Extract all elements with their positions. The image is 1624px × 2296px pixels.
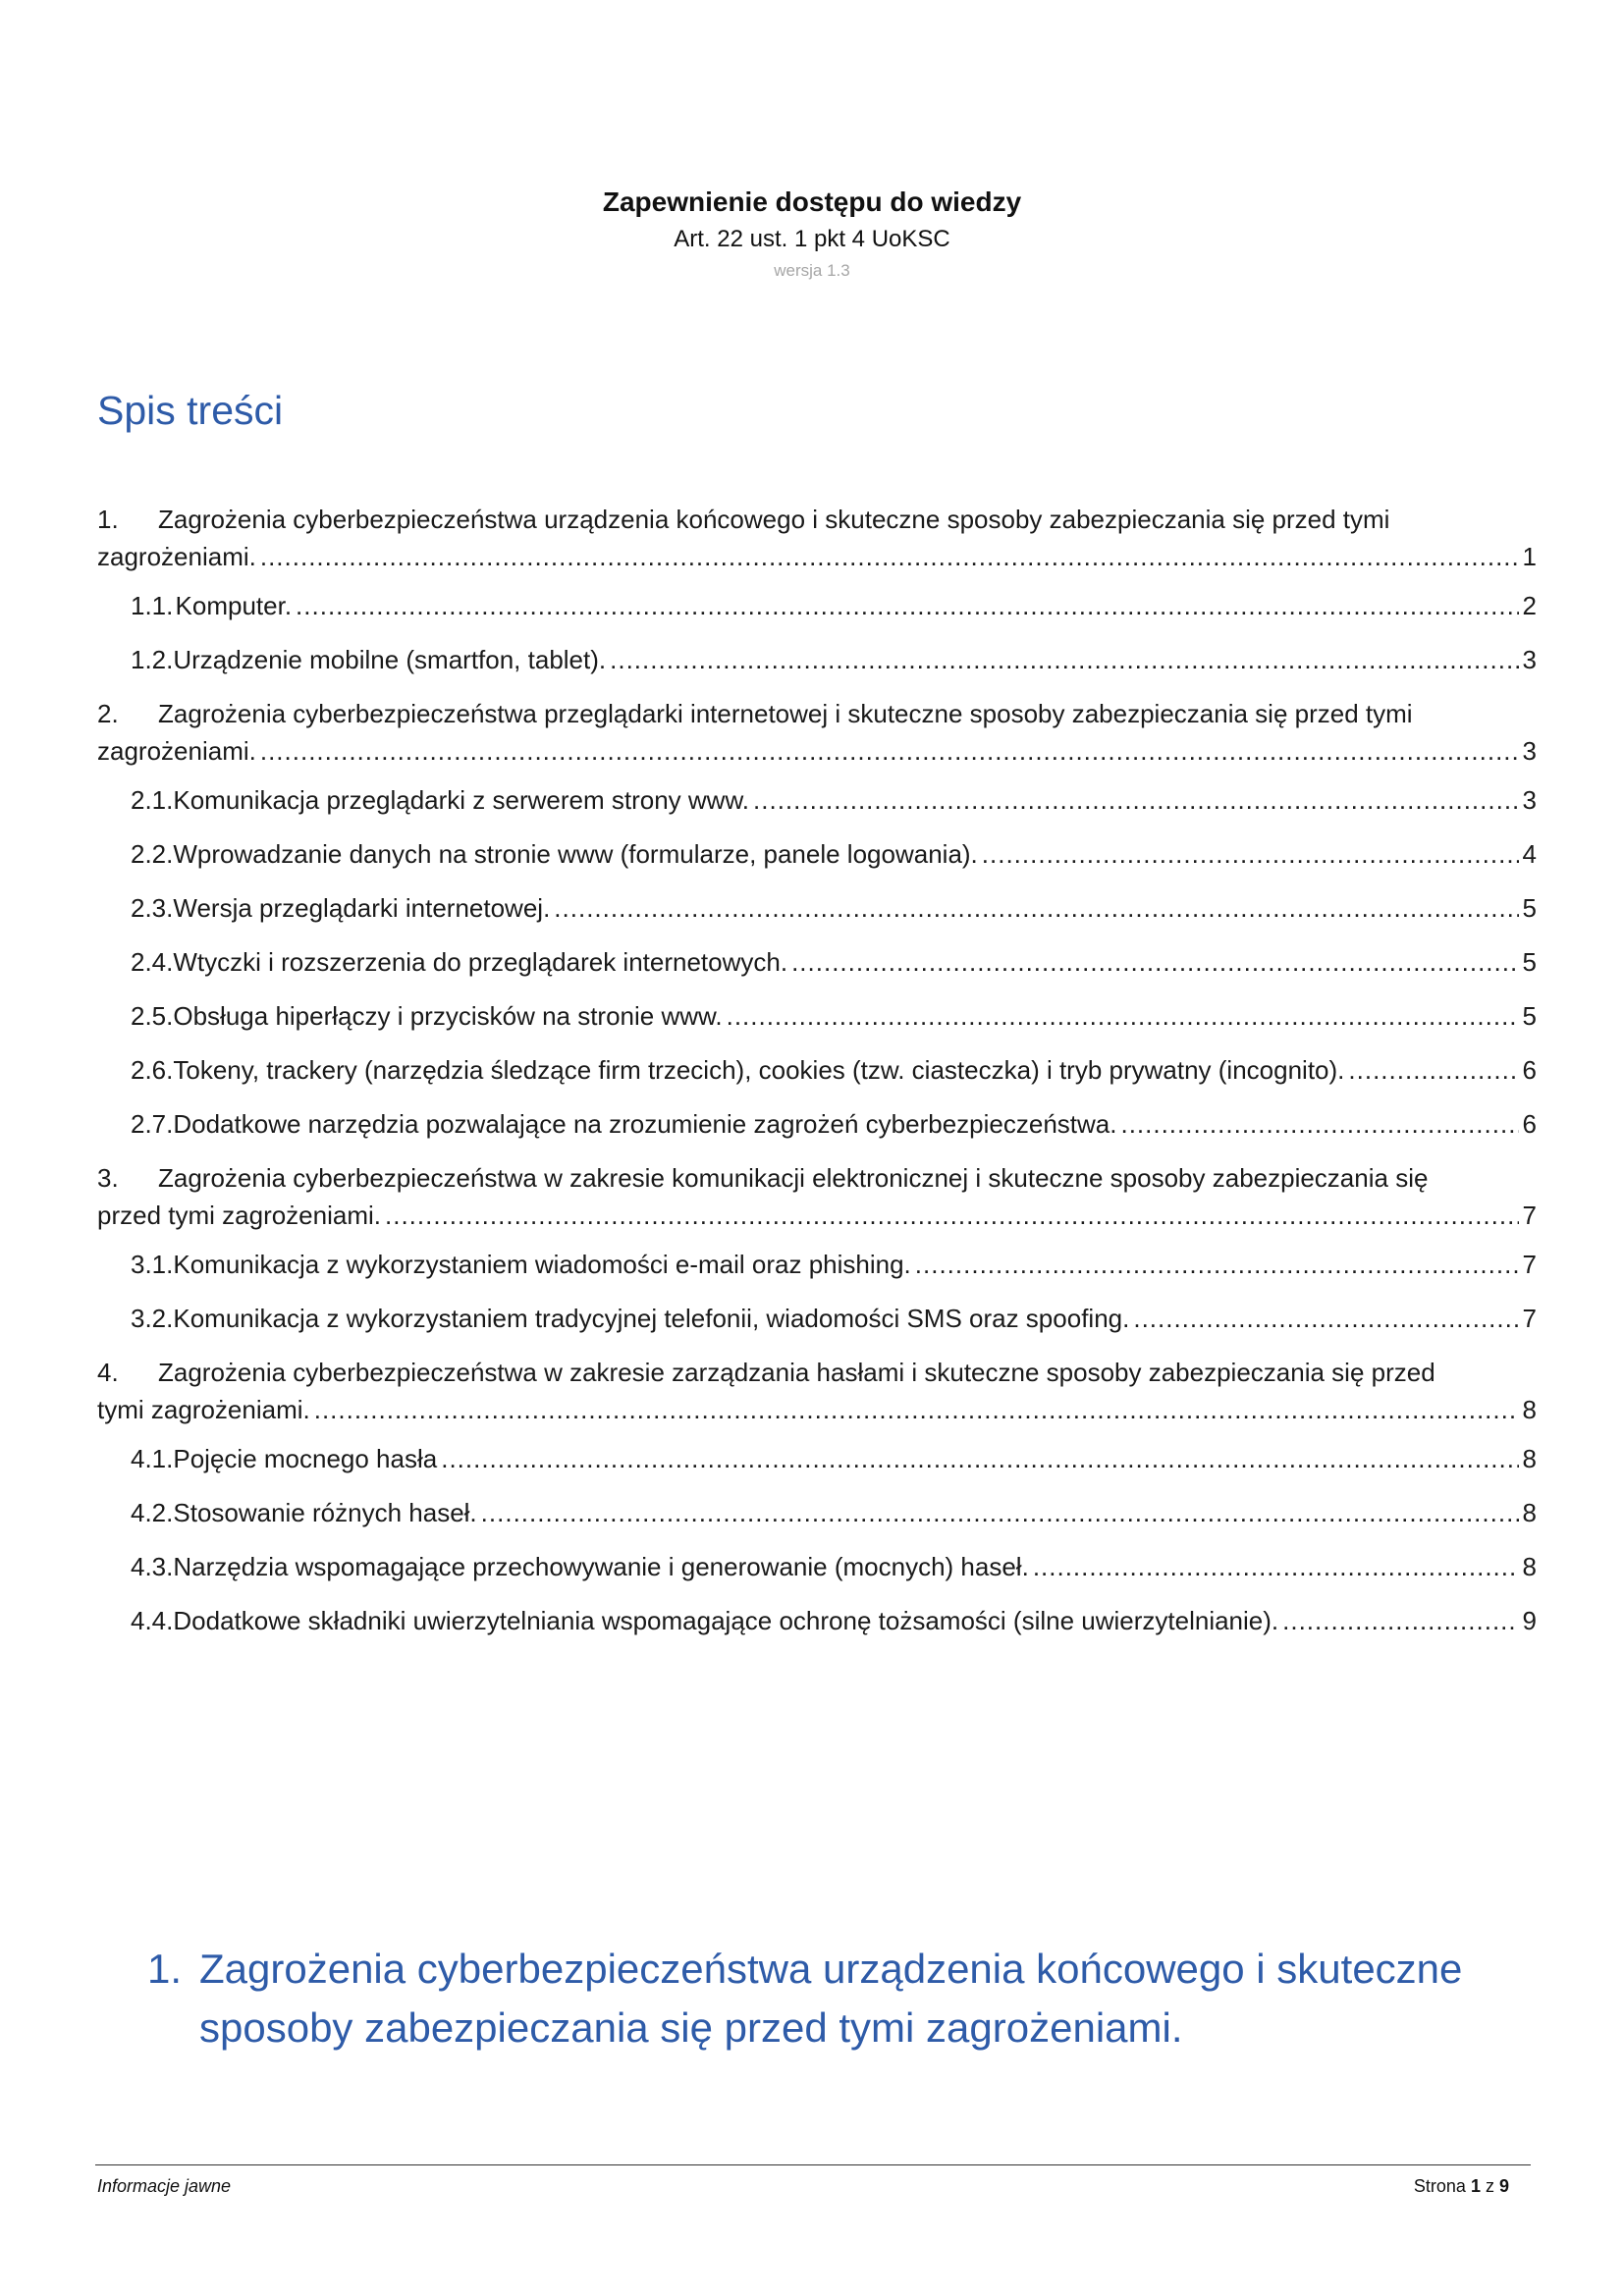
toc-entry-number: 4.1. xyxy=(131,1444,174,1473)
toc-entry-2-7[interactable] xyxy=(97,1105,1537,1143)
toc-leader-dots xyxy=(1348,1051,1518,1089)
toc-entry-number: 2.7. xyxy=(131,1109,174,1139)
toc-leader-dots xyxy=(554,889,1518,927)
toc-entry-4-2[interactable] xyxy=(97,1494,1537,1531)
toc-entry-page: 7 xyxy=(1522,1304,1537,1333)
toc-entry-title: Dodatkowe składniki uwierzytelniania wspomagające ochronę tożsamości (silne uwierzytelnianie). xyxy=(173,1606,1279,1635)
toc-entry-number: 1.2. xyxy=(131,645,174,674)
toc-entry-4-1[interactable] xyxy=(97,1440,1537,1477)
toc-leader-dots xyxy=(385,1197,1519,1234)
toc-entry-2-5[interactable] xyxy=(97,997,1537,1035)
toc-entry-number: 1. xyxy=(97,505,119,534)
page-label: Strona xyxy=(1413,2176,1466,2196)
toc-entry-title-line1: Zagrożenia cyberbezpieczeństwa w zakresie komunikacji elektronicznej i skuteczne sposoby zabezpieczania się xyxy=(158,1163,1429,1193)
page-current: 1 xyxy=(1470,2176,1481,2196)
toc-entry-page: 5 xyxy=(1522,1001,1537,1031)
toc-entry-title: Obsługa hiperłączy i przycisków na stronie www. xyxy=(173,1001,723,1031)
section-title: Zagrożenia cyberbezpieczeństwa urządzenia końcowego i skuteczne sposoby zabezpieczania się przed tymi zagrożeniami. xyxy=(199,1946,1463,2051)
page-total: 9 xyxy=(1498,2176,1509,2196)
toc-entry-2-3[interactable] xyxy=(97,889,1537,927)
toc-entry-page: 7 xyxy=(1522,1201,1537,1230)
toc-leader-dots xyxy=(610,641,1518,678)
toc-leader-dots xyxy=(1033,1548,1519,1585)
toc-entry-page: 3 xyxy=(1522,645,1537,674)
toc-entry-number: 3.1. xyxy=(131,1250,174,1279)
toc-entry-2-6[interactable] xyxy=(97,1051,1537,1089)
toc-leader-dots xyxy=(1282,1602,1518,1639)
toc-entry-number: 1.1. xyxy=(131,591,174,620)
page-separator: z xyxy=(1485,2176,1494,2196)
toc-heading: Spis treści xyxy=(97,388,284,433)
toc-entry-title: zagrożeniami. xyxy=(97,542,256,571)
toc-leader-dots xyxy=(915,1246,1519,1283)
document-subtitle: Art. 22 ust. 1 pkt 4 UoKSC xyxy=(674,226,950,252)
toc-entry-number: 2.6. xyxy=(131,1055,174,1085)
toc-entry-title: zagrożeniami. xyxy=(97,736,256,766)
toc-entry-page: 9 xyxy=(1522,1606,1537,1635)
toc-entry-number: 4.2. xyxy=(131,1498,174,1527)
section-1-heading xyxy=(147,1940,1542,2057)
toc-leader-dots xyxy=(481,1494,1519,1531)
footer-classification: Informacje jawne xyxy=(97,2176,232,2196)
toc-entry-page: 6 xyxy=(1522,1109,1537,1139)
toc-entry-page: 8 xyxy=(1522,1395,1537,1424)
toc-entry-title: Stosowanie różnych haseł. xyxy=(173,1498,477,1527)
toc-entry-title: Komunikacja z wykorzystaniem wiadomości e-mail oraz phishing. xyxy=(173,1250,911,1279)
toc-entry-4-4[interactable] xyxy=(97,1602,1537,1639)
toc-entry-page: 5 xyxy=(1522,947,1537,977)
toc-entry-page: 5 xyxy=(1522,893,1537,923)
toc-entry-page: 8 xyxy=(1522,1498,1537,1527)
toc-entry-2-4[interactable] xyxy=(97,943,1537,981)
toc-entry-title: Wtyczki i rozszerzenia do przeglądarek internetowych. xyxy=(173,947,788,977)
toc-entry-title-line1: Zagrożenia cyberbezpieczeństwa w zakresie zarządzania hasłami i skuteczne sposoby zabezpieczania się przed xyxy=(158,1358,1435,1387)
toc-entry-title: przed tymi zagrożeniami. xyxy=(97,1201,381,1230)
table-of-contents xyxy=(97,501,1537,1656)
toc-entry-page: 1 xyxy=(1522,542,1537,571)
toc-entry-1-1[interactable] xyxy=(97,587,1537,624)
toc-entry-3[interactable] xyxy=(97,1159,1537,1234)
toc-entry-page: 8 xyxy=(1522,1444,1537,1473)
toc-entry-page: 3 xyxy=(1522,785,1537,815)
toc-entry-title: tymi zagrożeniami. xyxy=(97,1395,310,1424)
toc-entry-title: Pojęcie mocnego hasła xyxy=(173,1444,438,1473)
toc-entry-title: Komunikacja z wykorzystaniem tradycyjnej telefonii, wiadomości SMS oraz spoofing. xyxy=(173,1304,1130,1333)
toc-entry-title: Tokeny, trackery (narzędzia śledzące firm trzecich), cookies (tzw. ciasteczka) i tryb prywatny (incognito). xyxy=(173,1055,1345,1085)
toc-leader-dots xyxy=(727,997,1519,1035)
toc-entry-page: 7 xyxy=(1522,1250,1537,1279)
toc-entry-number: 3.2. xyxy=(131,1304,174,1333)
toc-entry-number: 4.3. xyxy=(131,1552,174,1581)
toc-entry-number: 2.1. xyxy=(131,785,174,815)
toc-entry-page: 4 xyxy=(1522,839,1537,869)
toc-entry-3-2[interactable] xyxy=(97,1300,1537,1337)
toc-entry-number: 2.3. xyxy=(131,893,174,923)
toc-entry-4-3[interactable] xyxy=(97,1548,1537,1585)
toc-entry-number: 3. xyxy=(97,1163,119,1193)
toc-entry-number: 2.2. xyxy=(131,839,174,869)
toc-entry-2-1[interactable] xyxy=(97,781,1537,819)
toc-entry-title: Urządzenie mobilne (smartfon, tablet). xyxy=(173,645,607,674)
toc-leader-dots xyxy=(441,1440,1518,1477)
toc-entry-page: 6 xyxy=(1522,1055,1537,1085)
toc-entry-2-2[interactable] xyxy=(97,835,1537,873)
toc-leader-dots xyxy=(791,943,1518,981)
toc-entry-title-line1: Zagrożenia cyberbezpieczeństwa urządzenia końcowego i skuteczne sposoby zabezpieczania się przed tymi xyxy=(158,505,1390,534)
toc-entry-page: 2 xyxy=(1522,591,1537,620)
toc-entry-title: Wersja przeglądarki internetowej. xyxy=(173,893,551,923)
document-header xyxy=(0,183,1624,285)
toc-entry-number: 4.4. xyxy=(131,1606,174,1635)
toc-entry-title: Komunikacja przeglądarki z serwerem strony www. xyxy=(173,785,750,815)
toc-leader-dots xyxy=(1133,1300,1518,1337)
toc-entry-title: Narzędzia wspomagające przechowywanie i generowanie (mocnych) haseł. xyxy=(173,1552,1029,1581)
toc-entry-title: Dodatkowe narzędzia pozwalające na zrozumienie zagrożeń cyberbezpieczeństwa. xyxy=(173,1109,1117,1139)
toc-leader-dots xyxy=(753,781,1519,819)
footer-divider xyxy=(95,2164,1531,2165)
toc-leader-dots xyxy=(1120,1105,1518,1143)
toc-entry-1-2[interactable] xyxy=(97,641,1537,678)
footer-page-counter xyxy=(1414,2173,1509,2199)
toc-leader-dots xyxy=(260,538,1519,575)
toc-leader-dots xyxy=(260,732,1519,770)
toc-entry-number: 4. xyxy=(97,1358,119,1387)
toc-entry-number: 2. xyxy=(97,699,119,728)
toc-leader-dots xyxy=(296,587,1518,624)
toc-leader-dots xyxy=(982,835,1519,873)
toc-entry-title: Wprowadzanie danych na stronie www (formularze, panele logowania). xyxy=(173,839,978,869)
toc-leader-dots xyxy=(314,1391,1519,1428)
toc-entry-2[interactable] xyxy=(97,695,1537,770)
toc-entry-1[interactable] xyxy=(97,501,1537,575)
toc-entry-3-1[interactable] xyxy=(97,1246,1537,1283)
toc-entry-title: Komputer. xyxy=(175,591,293,620)
document-version: wersja 1.3 xyxy=(774,261,850,280)
toc-entry-number: 2.5. xyxy=(131,1001,174,1031)
toc-entry-4[interactable] xyxy=(97,1354,1537,1428)
toc-entry-title-line1: Zagrożenia cyberbezpieczeństwa przeglądarki internetowej i skuteczne sposoby zabezpieczania się przed tymi xyxy=(158,699,1413,728)
section-number: 1. xyxy=(147,1946,183,1992)
toc-entry-number: 2.4. xyxy=(131,947,174,977)
toc-entry-page: 3 xyxy=(1522,736,1537,766)
toc-entry-page: 8 xyxy=(1522,1552,1537,1581)
document-title: Zapewnienie dostępu do wiedzy xyxy=(602,187,1022,217)
